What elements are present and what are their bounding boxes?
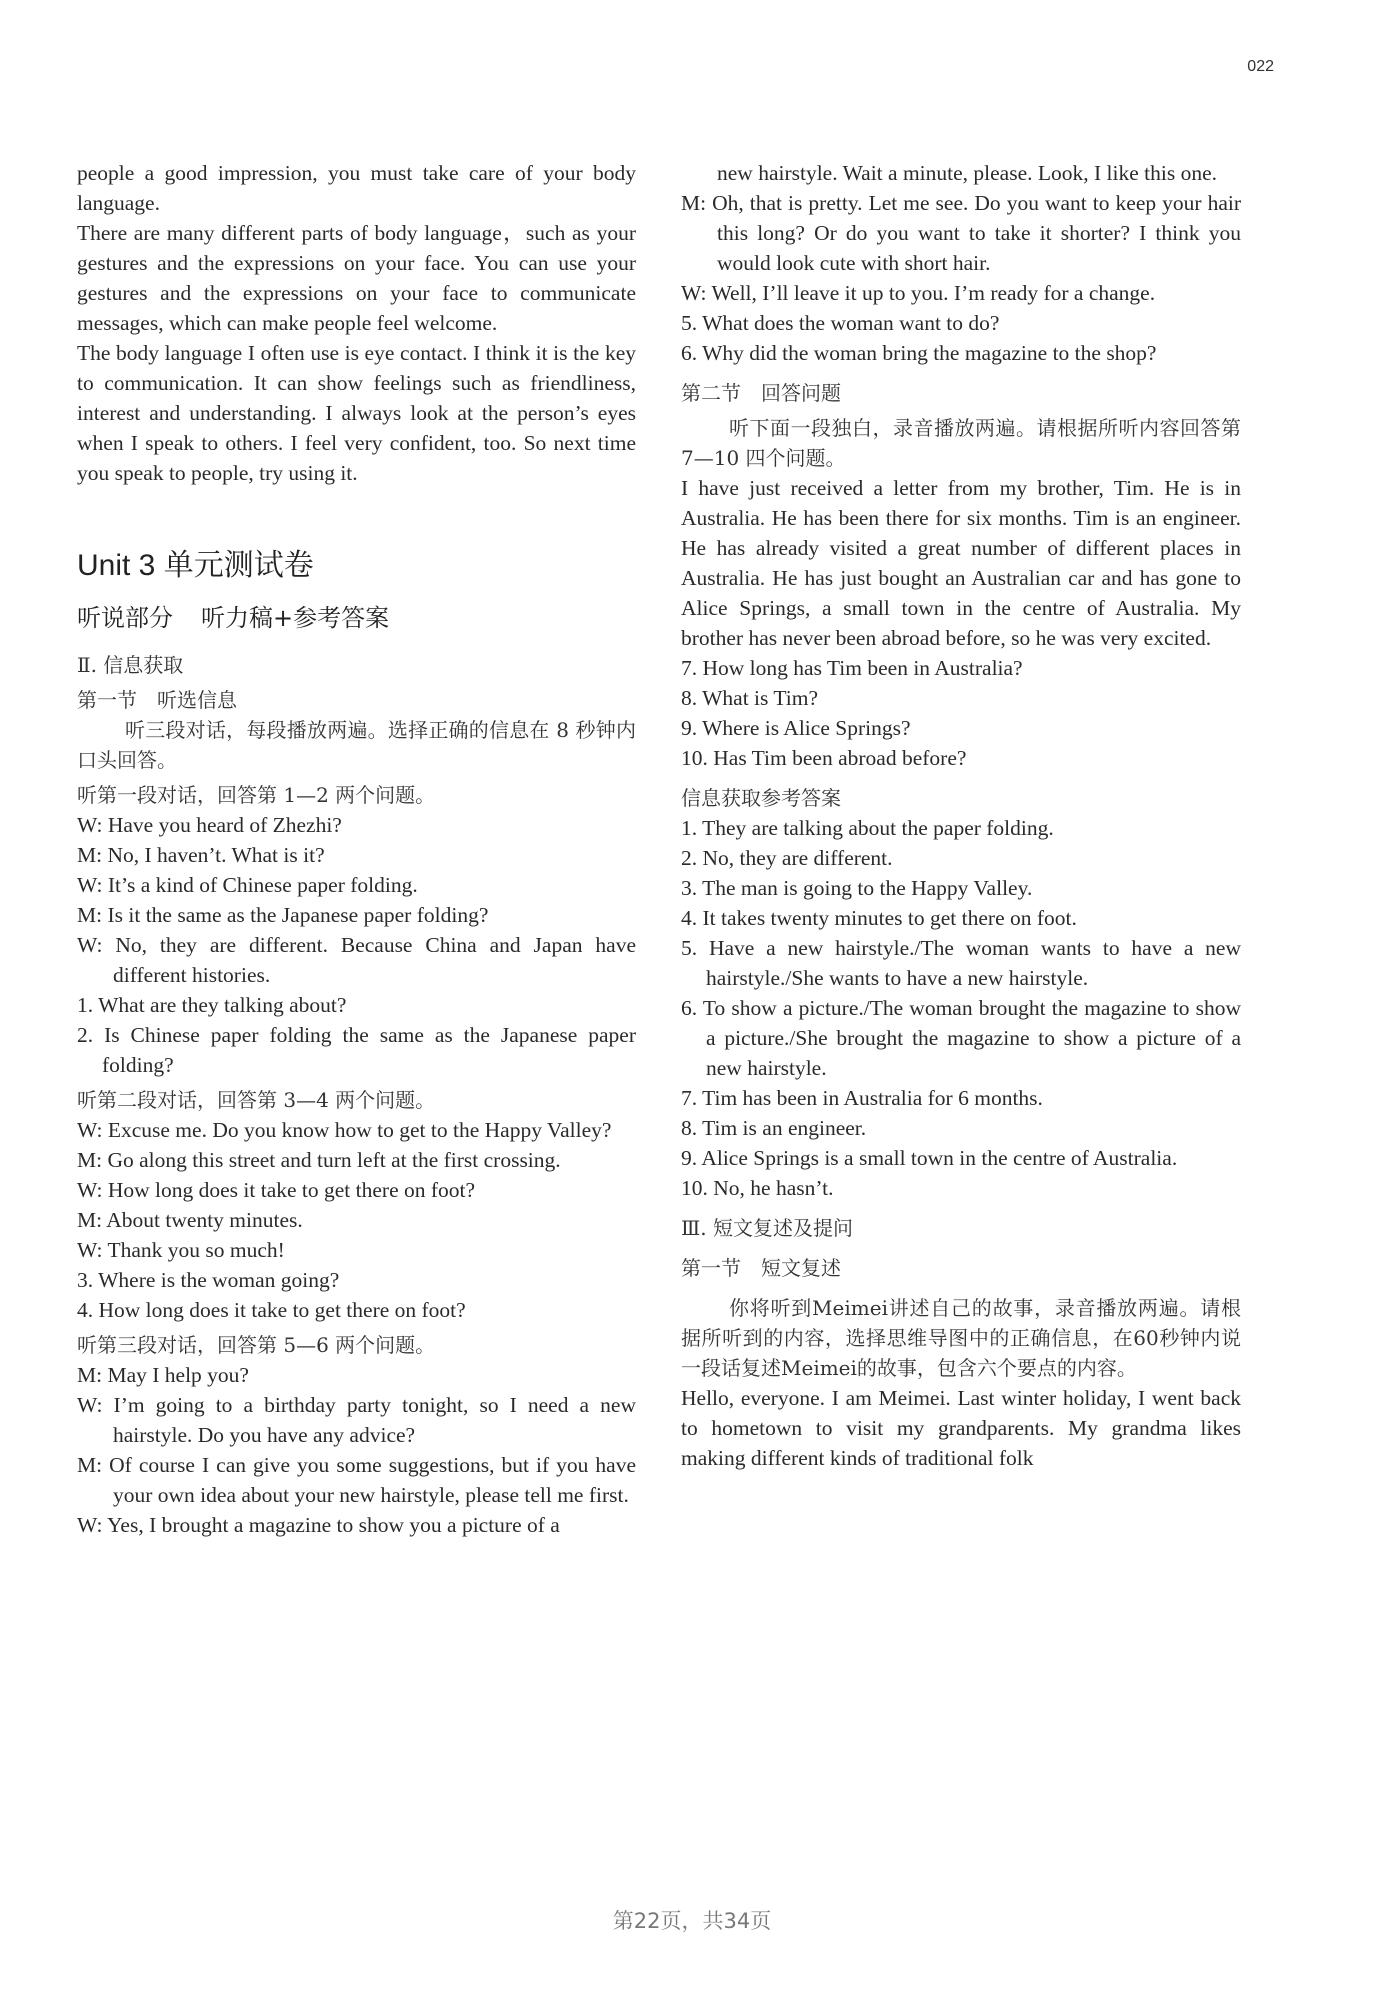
unit-title: Unit 3 单元测试卷	[77, 549, 314, 582]
question: 7. How long has Tim been in Australia?	[681, 656, 1023, 680]
right-column	[681, 158, 1241, 1473]
question: 3. Where is the woman going?	[77, 1268, 340, 1292]
instruction: 你将听到Meimei讲述自己的故事，录音播放两遍。请根据所听到的内容，选择思维导图中的正确信息，在60秒钟内说一段话复述Meimei的故事，包含六个要点的内容。	[681, 1296, 1241, 1380]
answer-item: 4. It takes twenty minutes to get there on foot.	[681, 906, 1077, 930]
dialogue-line: W: How long does it take to get there on foot?	[77, 1178, 476, 1202]
sub-section-heading: 第一节 短文复述	[681, 1256, 841, 1280]
dialogue-line: W: It’s a kind of Chinese paper folding.	[77, 873, 418, 897]
dialogue-heading: 听第二段对话，回答第 3—4 两个问题。	[77, 1088, 436, 1112]
page-footer: 第22页，共34页	[612, 1909, 772, 1933]
answer-item: 3. The man is going to the Happy Valley.	[681, 876, 1033, 900]
instruction: 听三段对话，每段播放两遍。选择正确的信息在 8 秒钟内口头回答。	[77, 718, 636, 772]
dialogue-line: W: Well, I’ll leave it up to you. I’m ready for a change.	[681, 281, 1156, 305]
dialogue-line: M: Go along this street and turn left at the first crossing.	[77, 1148, 561, 1172]
dialogue-line: W: Yes, I brought a magazine to show you a picture of a	[77, 1513, 560, 1537]
monologue: I have just received a letter from my brother, Tim. He is in Australia. He has been there for six months. Tim is an engineer. He has already visited a great number of different places in Australia. He has just bought an Australian car and has gone to Alice Springs, a small town in the centre of Australia. My brother has never been abroad before, so he was very excited.	[681, 476, 1241, 650]
dialogue-line: W: Have you heard of Zhezhi?	[77, 813, 342, 837]
intro-paragraph: The body language I often use is eye contact. I think it is the key to communication. It can show feelings such as friendliness, interest and understanding. I always look at the person’s eyes when I speak to others. I feel very confident, too. So next time you speak to people, try using it.	[77, 341, 636, 485]
section-heading: Ⅱ. 信息获取	[77, 653, 184, 677]
dialogue-heading: 听第一段对话，回答第 1—2 两个问题。	[77, 783, 436, 807]
answer-item: 10. No, he hasn’t.	[681, 1176, 834, 1200]
story-paragraph: Hello, everyone. I am Meimei. Last winter holiday, I went back to hometown to visit my grandparents. My grandma likes making different kinds of traditional folk	[681, 1386, 1241, 1470]
answer-item: 1. They are talking about the paper folding.	[681, 816, 1054, 840]
page-corner-number: 022	[1247, 58, 1274, 75]
left-column	[77, 158, 636, 1540]
dialogue-line: W: I’m going to a birthday party tonight, so I need a new hairstyle. Do you have any advice?	[77, 1393, 636, 1447]
answer-item: 6. To show a picture./The woman brought the magazine to show a picture./She brought the magazine to show a picture of a new hairstyle.	[681, 996, 1241, 1080]
dialogue-line: M: Oh, that is pretty. Let me see. Do you want to keep your hair this long? Or do you want to take it shorter? I think you would look cute with short hair.	[681, 191, 1241, 275]
dialogue-line: M: Is it the same as the Japanese paper folding?	[77, 903, 489, 927]
dialogue-line: W: No, they are different. Because China and Japan have different histories.	[77, 933, 636, 987]
question: 2. Is Chinese paper folding the same as the Japanese paper folding?	[77, 1023, 636, 1077]
answer-item: 5. Have a new hairstyle./The woman wants to have a new hairstyle./She wants to have a new hairstyle.	[681, 936, 1241, 990]
answer-item: 2. No, they are different.	[681, 846, 893, 870]
section-heading: Ⅲ. 短文复述及提问	[681, 1216, 854, 1240]
question: 1. What are they talking about?	[77, 993, 347, 1017]
instruction: 听下面一段独白，录音播放两遍。请根据所听内容回答第 7—10 四个问题。	[681, 416, 1241, 470]
dialogue-line: W: Thank you so much!	[77, 1238, 285, 1262]
dialogue-line: W: Excuse me. Do you know how to get to the Happy Valley?	[77, 1118, 612, 1142]
question: 8. What is Tim?	[681, 686, 818, 710]
question: 10. Has Tim been abroad before?	[681, 746, 967, 770]
answer-item: 8. Tim is an engineer.	[681, 1116, 867, 1140]
part-title-b: 听力稿+参考答案	[201, 604, 390, 632]
sub-section-heading: 第一节 听选信息	[77, 688, 237, 712]
dialogue-line: M: May I help you?	[77, 1363, 249, 1387]
part-title-a: 听说部分	[77, 604, 173, 632]
question: 4. How long does it take to get there on foot?	[77, 1298, 466, 1322]
sub-section-heading: 第二节 回答问题	[681, 381, 841, 405]
answer-item: 9. Alice Springs is a small town in the centre of Australia.	[681, 1146, 1178, 1170]
question: 5. What does the woman want to do?	[681, 311, 1000, 335]
dialogue-line: M: About twenty minutes.	[77, 1208, 303, 1232]
dialogue-line: M: Of course I can give you some suggestions, but if you have your own idea about your new hairstyle, please tell me first.	[77, 1453, 636, 1507]
answers-heading: 信息获取参考答案	[681, 786, 841, 810]
dialogue-line: M: No, I haven’t. What is it?	[77, 843, 325, 867]
dialogue-line-continued: new hairstyle. Wait a minute, please. Look, I like this one.	[717, 161, 1218, 185]
dialogue-heading: 听第三段对话，回答第 5—6 两个问题。	[77, 1333, 436, 1357]
intro-paragraph: people a good impression, you must take care of your body language.	[77, 161, 636, 215]
part-title	[77, 600, 636, 636]
question: 9. Where is Alice Springs?	[681, 716, 911, 740]
intro-paragraph: There are many different parts of body language，such as your gestures and the expressions on your face. You can use your gestures and the expressions on your face to communicate messages, which can make people feel welcome.	[77, 221, 636, 335]
question: 6. Why did the woman bring the magazine to the shop?	[681, 341, 1157, 365]
answer-item: 7. Tim has been in Australia for 6 months.	[681, 1086, 1043, 1110]
